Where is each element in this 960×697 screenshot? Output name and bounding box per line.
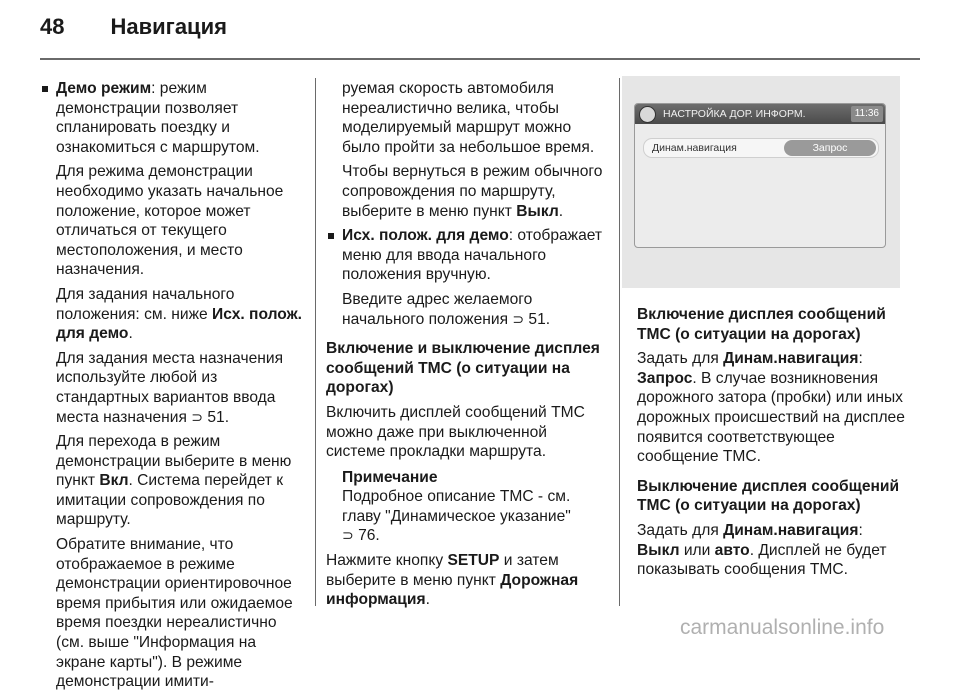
term-traffic-info: Дорожная информация bbox=[326, 571, 579, 609]
paragraph: Задать для Динам.навигация: Запрос. В случае возникновения дорожного затора (пробки) или иных дорожных происшествий на дисплее появится соответствующее сообщение TMC. bbox=[637, 350, 905, 466]
section-heading: Выключение дисплея сообщений TMC (о ситуации на дорогах) bbox=[637, 477, 900, 515]
section-heading: Включение и выключение дисплея сообщений TMC (о ситуации на дорогах) bbox=[326, 340, 600, 397]
section-heading: Включение дисплея сообщений TMC (о ситуации на дорогах) bbox=[637, 306, 886, 343]
screen-titlebar bbox=[635, 104, 885, 124]
term-start-pos-demo: Исх. полож. для демо bbox=[342, 227, 509, 245]
column-divider-1 bbox=[315, 78, 316, 606]
row-label: Динам.навигация bbox=[652, 142, 737, 154]
term-setup: SETUP bbox=[447, 552, 500, 570]
paragraph: Для задания начального положения: см. ниже Исх. полож. для демо. bbox=[56, 285, 303, 343]
bullet-square-icon bbox=[328, 233, 334, 239]
term-auto: авто bbox=[714, 541, 750, 559]
note-block bbox=[326, 468, 608, 546]
term-on: Вкл bbox=[99, 472, 129, 490]
note-text: Подробное описание TMC - см. главу "Динамическое указание" ⊃ 76. bbox=[342, 488, 571, 545]
paragraph: Для перехода в режим демонстрации выберите в меню пункт Вкл. Система перейдет к имитации сопровождения по маршруту. bbox=[56, 433, 292, 529]
paragraph: Чтобы вернуться в режим обычного сопровождения по маршруту, выберите в меню пункт Выкл. bbox=[342, 163, 603, 220]
page-ref-icon: ⊃ bbox=[191, 408, 203, 425]
bullet-demo-mode bbox=[40, 79, 306, 692]
text: : режим демонстрации позволяет спланировать поездку и ознакомиться с маршрутом. bbox=[56, 80, 260, 156]
screen-title: НАСТРОЙКА ДОР. ИНФОРМ. bbox=[663, 108, 806, 120]
paragraph: Для режима демонстрации необходимо указать начальное положение, которое может отличаться от текущего местоположения, и место назначения. bbox=[56, 163, 284, 279]
page-ref-icon: ⊃ bbox=[512, 310, 525, 327]
page-header bbox=[40, 14, 227, 40]
term-dyn-nav: Динам.навигация bbox=[723, 521, 859, 539]
paragraph: Задать для Динам.навигация: Выкл или авто. Дисплей не будет показывать сообщения TMC. bbox=[637, 521, 887, 579]
paragraph: Для задания места назначения используйте любой из стандартных вариантов ввода места назначения ⊃ 51. bbox=[56, 349, 284, 426]
note-title: Примечание bbox=[342, 468, 438, 486]
column-divider-2 bbox=[619, 78, 620, 606]
page-title: Навигация bbox=[110, 14, 227, 39]
nav-screen bbox=[634, 103, 886, 248]
page-number: 48 bbox=[40, 14, 65, 39]
paragraph: Нажмите кнопку SETUP и затем выберите в меню пункт Дорожная информация. bbox=[326, 552, 579, 609]
column-2 bbox=[326, 79, 608, 615]
column-1 bbox=[40, 79, 306, 697]
paragraph: руемая скорость автомобиля нереалистично велика, чтобы моделируемый маршрут можно было пройти за небольшое время. bbox=[342, 80, 595, 156]
term-demo-mode: Демо режим bbox=[56, 80, 152, 97]
paragraph: Включить дисплей сообщений TMC можно даже при выключенной системе прокладки маршрута. bbox=[326, 403, 585, 461]
term-off: Выкл bbox=[516, 202, 559, 220]
back-icon bbox=[639, 106, 656, 123]
header-rule bbox=[40, 58, 920, 60]
bullet-square-icon bbox=[42, 86, 48, 92]
clock: 11:36 bbox=[851, 106, 883, 122]
column-3 bbox=[637, 305, 909, 585]
display-screenshot bbox=[622, 76, 900, 288]
term-start-pos: Исх. полож. для демо bbox=[56, 305, 303, 343]
row-value-button[interactable]: Запрос bbox=[784, 140, 876, 156]
dynamic-navigation-row[interactable] bbox=[643, 138, 879, 158]
term-off: Выкл bbox=[637, 541, 680, 559]
bullet-start-pos: Исх. полож. для демо: отображает меню для ввода начального положения вручную. Введите адрес желаемого начального положения ⊃ 51. bbox=[326, 226, 608, 329]
term-dyn-nav: Динам.навигация bbox=[723, 350, 859, 368]
paragraph: Введите адрес желаемого начального положения ⊃ 51. bbox=[342, 290, 551, 328]
term-request: Запрос bbox=[637, 369, 693, 387]
watermark: carmanualsonline.info bbox=[680, 616, 885, 639]
paragraph: Обратите внимание, что отображаемое в режиме демонстрации ориентировочное время прибытия или ожидаемое время поездки нереалистично (см. выше "Информация на экране карты"). В режиме демонстрации имити- bbox=[56, 536, 293, 691]
page-ref-icon: ⊃ bbox=[342, 527, 354, 544]
